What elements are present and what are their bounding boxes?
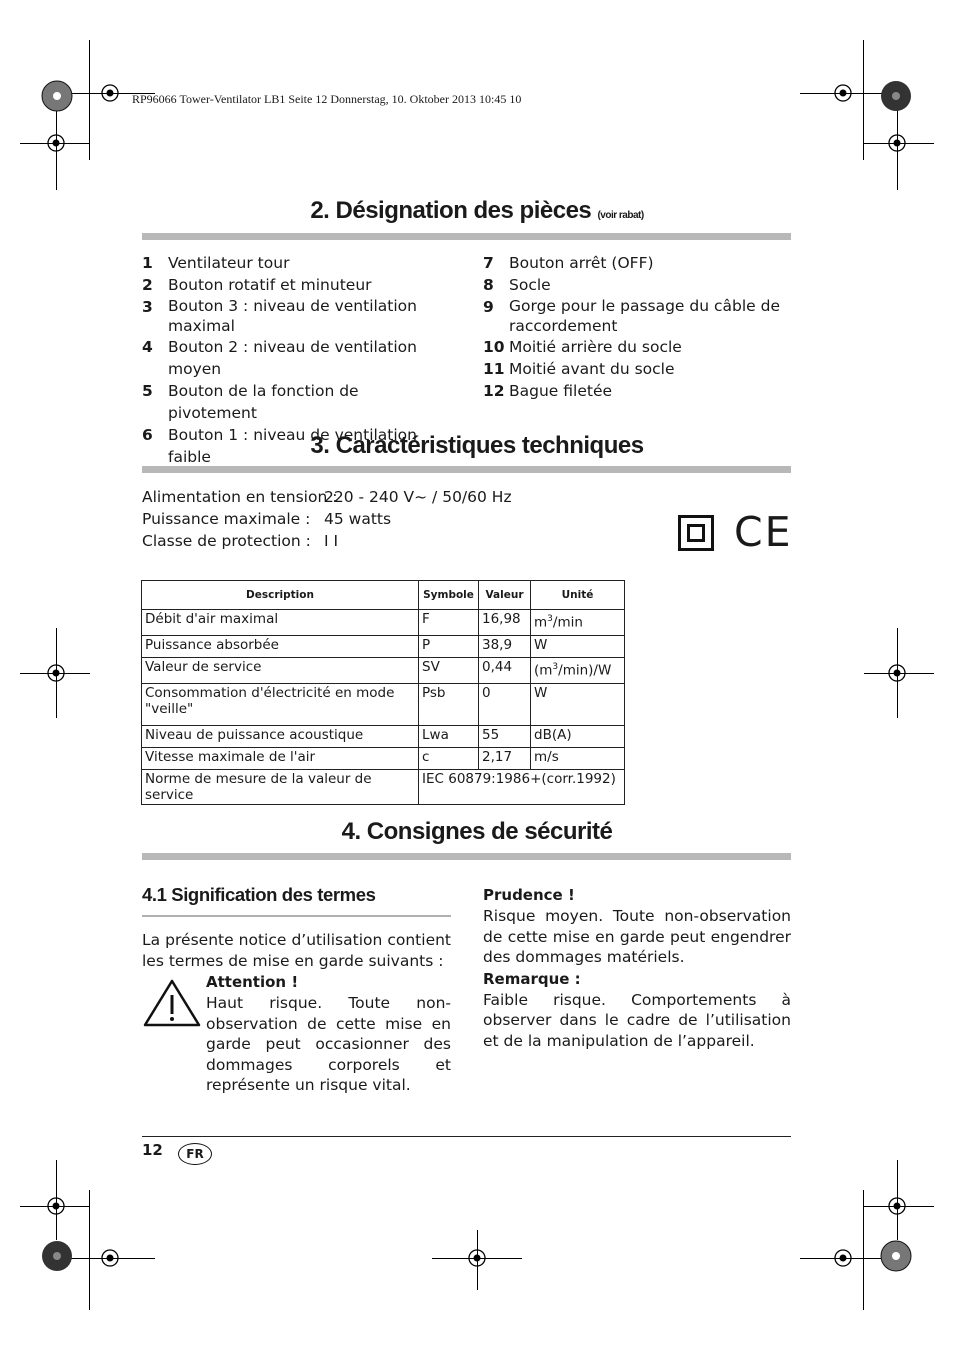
intro-paragraph: La présente notice d’utilisation contient les termes de mise en garde suivants :: [142, 931, 451, 970]
list-item: 1 Ventilateur tour: [142, 254, 290, 272]
table-header-row: [142, 581, 625, 610]
table-header: Valeur: [479, 581, 531, 610]
table-header: Description: [142, 581, 419, 610]
spec-row: Classe de protection : I I: [142, 532, 339, 550]
list-item: 2 Bouton rotatif et minuteur: [142, 276, 372, 294]
attention-block: [206, 972, 451, 1096]
list-item: 12 Bague filetée: [483, 382, 613, 400]
prudence-label: Prudence !: [483, 886, 575, 904]
prudence-block: [483, 885, 791, 1051]
section-2-title-text: 2. Désignation des pièces: [310, 197, 592, 224]
spec-list: [142, 486, 512, 552]
table-header: Unité: [531, 581, 625, 610]
section-3-rule: [142, 466, 791, 473]
warning-triangle-icon: [142, 978, 202, 1028]
list-item: 8 Socle: [483, 276, 551, 294]
spec-row: Alimentation en tension :220 - 240 V~ / 50/60 Hz: [142, 488, 512, 506]
list-item: 7 Bouton arrêt (OFF): [483, 254, 654, 272]
list-item: 10 Moitié arrière du socle: [483, 338, 682, 356]
list-item: 3 Bouton 3 : niveau de ventilation maximal: [142, 297, 417, 335]
table-header: Symbole: [419, 581, 479, 610]
subsection-rule: [142, 915, 451, 917]
language-badge: FR: [178, 1143, 212, 1165]
protection-class-ii-icon: [678, 515, 714, 551]
table-row: Vitesse maximale de l'air c 2,17 m/s: [142, 748, 625, 770]
list-item: 5 Bouton de la fonction de pivotement: [142, 382, 359, 422]
table-row: Consommation d'électricité en mode "veille" Psb 0 W: [142, 684, 625, 726]
table-row: Débit d'air maximal F 16,98 $m^3/\min$: [142, 610, 625, 636]
footer-rule: [142, 1136, 791, 1137]
table-row: Niveau de puissance acoustique Lwa 55 dB(A): [142, 726, 625, 748]
section-3-title: 3. Caractéristiques techniques: [310, 432, 644, 459]
attention-text: Haut risque. Toute non-observation de cette mise en garde peut occasionner des dommages corporels et représente un risque vital.: [206, 994, 451, 1094]
subsection-4-1-title: 4.1 Signification des termes: [142, 884, 376, 905]
list-item: 11 Moitié avant du socle: [483, 360, 675, 378]
remarque-text: Faible risque. Comportements à observer dans le cadre de l’utilisation et de la manipulation de l’appareil.: [483, 990, 791, 1050]
prudence-text: Risque moyen. Toute non-observation de cette mise en garde peut engendrer des dommages matériels.: [483, 907, 791, 966]
section-2-title-note: (voir rabat): [597, 210, 644, 221]
list-item: 4 Bouton 2 : niveau de ventilation moyen: [142, 338, 417, 378]
list-item: 9 Gorge pour le passage du câble de raccordement: [483, 297, 780, 335]
remarque-label: Remarque :: [483, 969, 581, 988]
spec-row: Puissance maximale : 45 watts: [142, 510, 392, 528]
table-row: Norme de mesure de la valeur de service IEC 60879:1986+(corr.1992): [142, 770, 625, 805]
print-header: RP96066 Tower-Ventilator LB1 Seite 12 Donnerstag, 10. Oktober 2013 10:45 10: [132, 92, 522, 106]
parts-list-right: [483, 252, 783, 402]
section-4-rule: [142, 853, 791, 860]
section-2-rule: [142, 233, 791, 240]
tech-table: [141, 580, 625, 805]
section-2-title: [0, 197, 954, 225]
table-row: Puissance absorbée P 38,9 W: [142, 636, 625, 658]
attention-label: Attention !: [206, 973, 299, 991]
ce-mark-icon: CE: [734, 508, 793, 556]
table-row: Valeur de service SV 0,44 $(m^3/\min)/W$: [142, 658, 625, 684]
page-number: 12: [142, 1141, 163, 1159]
section-4-title: 4. Consignes de sécurité: [341, 818, 613, 845]
list-item: 6 Bouton 1 : niveau de ventilation faible: [142, 426, 417, 466]
